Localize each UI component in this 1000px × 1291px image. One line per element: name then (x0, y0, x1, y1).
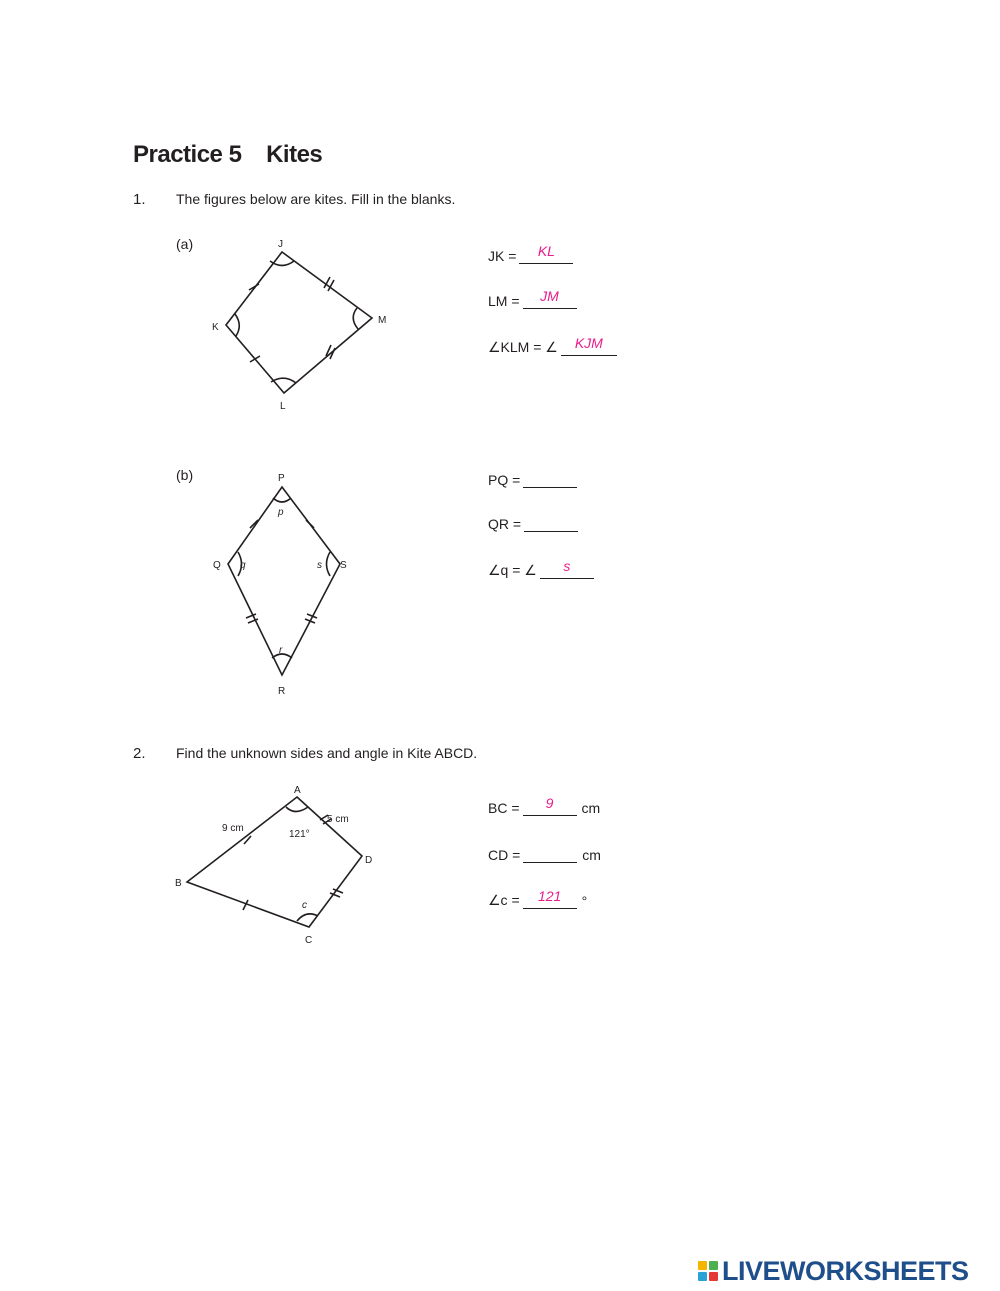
side-label-ab: 9 cm (222, 823, 244, 834)
question-1-number: 1. (133, 191, 146, 208)
kite-abcd-figure (170, 780, 390, 950)
answer-row-angle-q (488, 560, 594, 579)
unit-angle-c: ° (581, 893, 588, 909)
answer-blank-qr[interactable] (524, 513, 578, 532)
angle-label-q: q (240, 560, 246, 571)
answer-value-bc: 9 (545, 795, 554, 811)
question-1-text: The figures below are kites. Fill in the blanks. (176, 191, 456, 207)
angle-label-r: r (279, 645, 283, 656)
unit-bc: cm (581, 800, 601, 816)
unit-cd: cm (582, 847, 601, 863)
logo-square-2 (709, 1261, 718, 1270)
liveworksheets-logo (698, 1257, 969, 1285)
answer-row-cd (488, 844, 601, 863)
kite-jklm-outline (226, 252, 372, 393)
answer-row-pq-prefix: PQ = (488, 472, 521, 488)
angle-arc-s (327, 552, 331, 576)
angle-arc-p (273, 498, 291, 502)
vertex-l: L (280, 401, 286, 412)
vertex-j: J (278, 239, 283, 250)
vertex-c: C (305, 935, 313, 946)
angle-arc-a (286, 807, 308, 812)
answer-row-jk (488, 245, 573, 264)
answer-value-angle-q: s (563, 558, 571, 574)
part-b-label: (b) (176, 467, 194, 483)
answer-blank-angle-q[interactable] (540, 560, 594, 579)
answer-row-bc (488, 797, 600, 816)
question-2-number: 2. (133, 745, 146, 762)
vertex-p: P (278, 473, 285, 484)
logo-mark-icon (698, 1261, 718, 1281)
answer-blank-bc[interactable] (523, 797, 577, 816)
part-a-label: (a) (176, 236, 194, 252)
tick-kl (250, 356, 260, 362)
angle-label-p: p (278, 507, 284, 518)
vertex-b: B (175, 878, 182, 889)
angle-label-s: s (317, 560, 322, 571)
answer-blank-pq[interactable] (523, 469, 577, 488)
kite-pqrs-outline (228, 487, 340, 675)
logo-square-3 (698, 1272, 707, 1281)
answer-row-klm (488, 337, 617, 356)
answer-value-lm: JM (540, 288, 559, 304)
answer-row-angle-q-prefix: ∠q = ∠ (488, 562, 537, 578)
answer-blank-lm[interactable] (523, 290, 577, 309)
answer-row-cd-prefix: CD = (488, 847, 521, 863)
vertex-q: Q (213, 560, 221, 571)
logo-square-1 (698, 1261, 707, 1270)
kite-jklm-figure (200, 230, 400, 430)
logo-text: LIVEWORKSHEETS (722, 1255, 969, 1286)
answer-row-klm-prefix: ∠KLM = ∠ (488, 339, 558, 355)
vertex-s: S (340, 560, 347, 571)
side-label-ad: 5 cm (327, 814, 349, 825)
vertex-k: K (212, 322, 219, 333)
answer-value-jk: KL (537, 243, 555, 259)
answer-blank-jk[interactable] (519, 245, 573, 264)
answer-row-angle-c (488, 890, 587, 909)
vertex-m: M (378, 315, 387, 326)
answer-row-lm-prefix: LM = (488, 293, 520, 309)
answer-row-qr (488, 513, 578, 532)
question-2-text: Find the unknown sides and angle in Kite ABCD. (176, 745, 478, 761)
answer-blank-klm[interactable] (561, 337, 617, 356)
answer-blank-angle-c[interactable] (523, 890, 577, 909)
answer-row-pq (488, 469, 577, 488)
angle-label-a: 121° (289, 829, 310, 840)
answer-blank-cd[interactable] (523, 844, 577, 863)
angle-arc-k (235, 314, 239, 336)
answer-row-bc-prefix: BC = (488, 800, 520, 816)
vertex-a: A (294, 785, 301, 796)
answer-row-jk-prefix: JK = (488, 248, 517, 264)
angle-arc-m (353, 308, 358, 329)
angle-label-c: c (302, 900, 307, 911)
answer-row-angle-c-prefix: ∠c = (488, 892, 520, 908)
answer-row-qr-prefix: QR = (488, 516, 522, 532)
answer-value-angle-c: 121 (537, 888, 562, 904)
kite-pqrs-figure (200, 468, 400, 708)
logo-square-4 (709, 1272, 718, 1281)
answer-row-lm (488, 290, 577, 309)
page-title: Practice 5 Kites (133, 141, 323, 168)
answer-value-klm: KJM (574, 335, 603, 351)
tick-ps (306, 520, 314, 528)
vertex-r: R (278, 686, 286, 697)
vertex-d: D (365, 855, 373, 866)
